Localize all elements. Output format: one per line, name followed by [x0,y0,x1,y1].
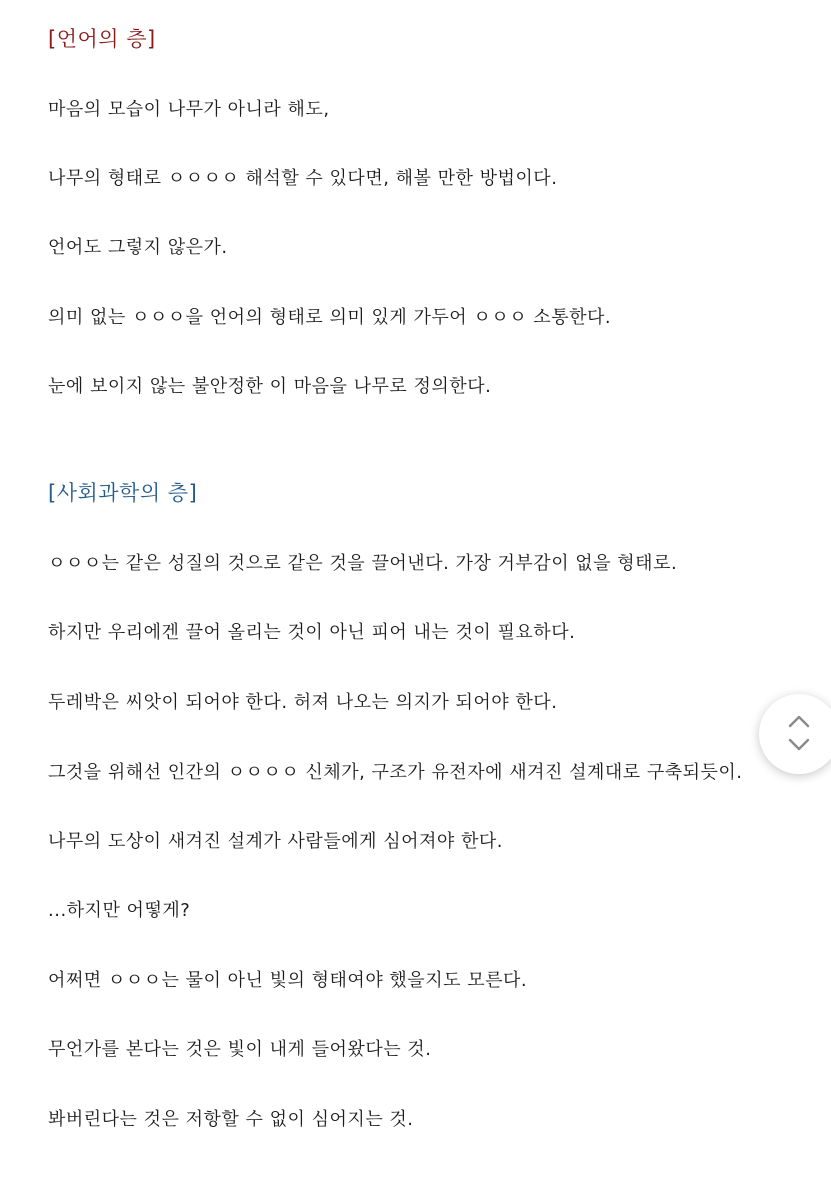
section-heading-language: [언어의 층] [48,27,156,51]
chevron-down-icon[interactable] [788,738,810,752]
paragraph-line: 나무의 도상이 새겨진 설계가 사람들에게 심어져야 한다. [48,831,503,852]
paragraph-line: 나무의 형태로 ㅇㅇㅇㅇ 해석할 수 있다면, 해볼 만한 방법이다. [48,168,558,189]
paragraph-line: 두레박은 씨앗이 되어야 한다. 허져 나오는 의지가 되어야 한다. [48,692,558,713]
paragraph-line: 봐버린다는 것은 저항할 수 없이 심어지는 것. [48,1109,414,1130]
chevron-up-icon[interactable] [788,714,810,728]
scroll-navigation-button[interactable] [759,694,831,774]
paragraph-line: 의미 없는 ㅇㅇㅇ을 언어의 형태로 의미 있게 가두어 ㅇㅇㅇ 소통한다. [48,307,612,328]
paragraph-line: 하지만 우리에겐 끌어 올리는 것이 아닌 피어 내는 것이 필요하다. [48,622,576,643]
paragraph-line: 눈에 보이지 않는 불안정한 이 마음을 나무로 정의한다. [48,376,492,397]
section-heading-social-science: [사회과학의 층] [48,481,198,505]
paragraph-line: 언어도 그렇지 않은가. [48,237,228,258]
paragraph-line: 어쩌면 ㅇㅇㅇ는 물이 아닌 빛의 형태여야 했을지도 모른다. [48,970,528,991]
paragraph-line: 그것을 위해선 인간의 ㅇㅇㅇㅇ 신체가, 구조가 유전자에 새겨진 설계대로 구축되듯이. [48,762,743,783]
paragraph-line: ㅇㅇㅇ는 같은 성질의 것으로 같은 것을 끌어낸다. 가장 거부감이 없을 형태로. [48,553,678,574]
paragraph-line: ...하지만 어떻게? [48,900,191,921]
paragraph-line: 마음의 모습이 나무가 아니라 해도, [48,99,330,120]
paragraph-line: 무언가를 본다는 것은 빛이 내게 들어왔다는 것. [48,1039,432,1060]
